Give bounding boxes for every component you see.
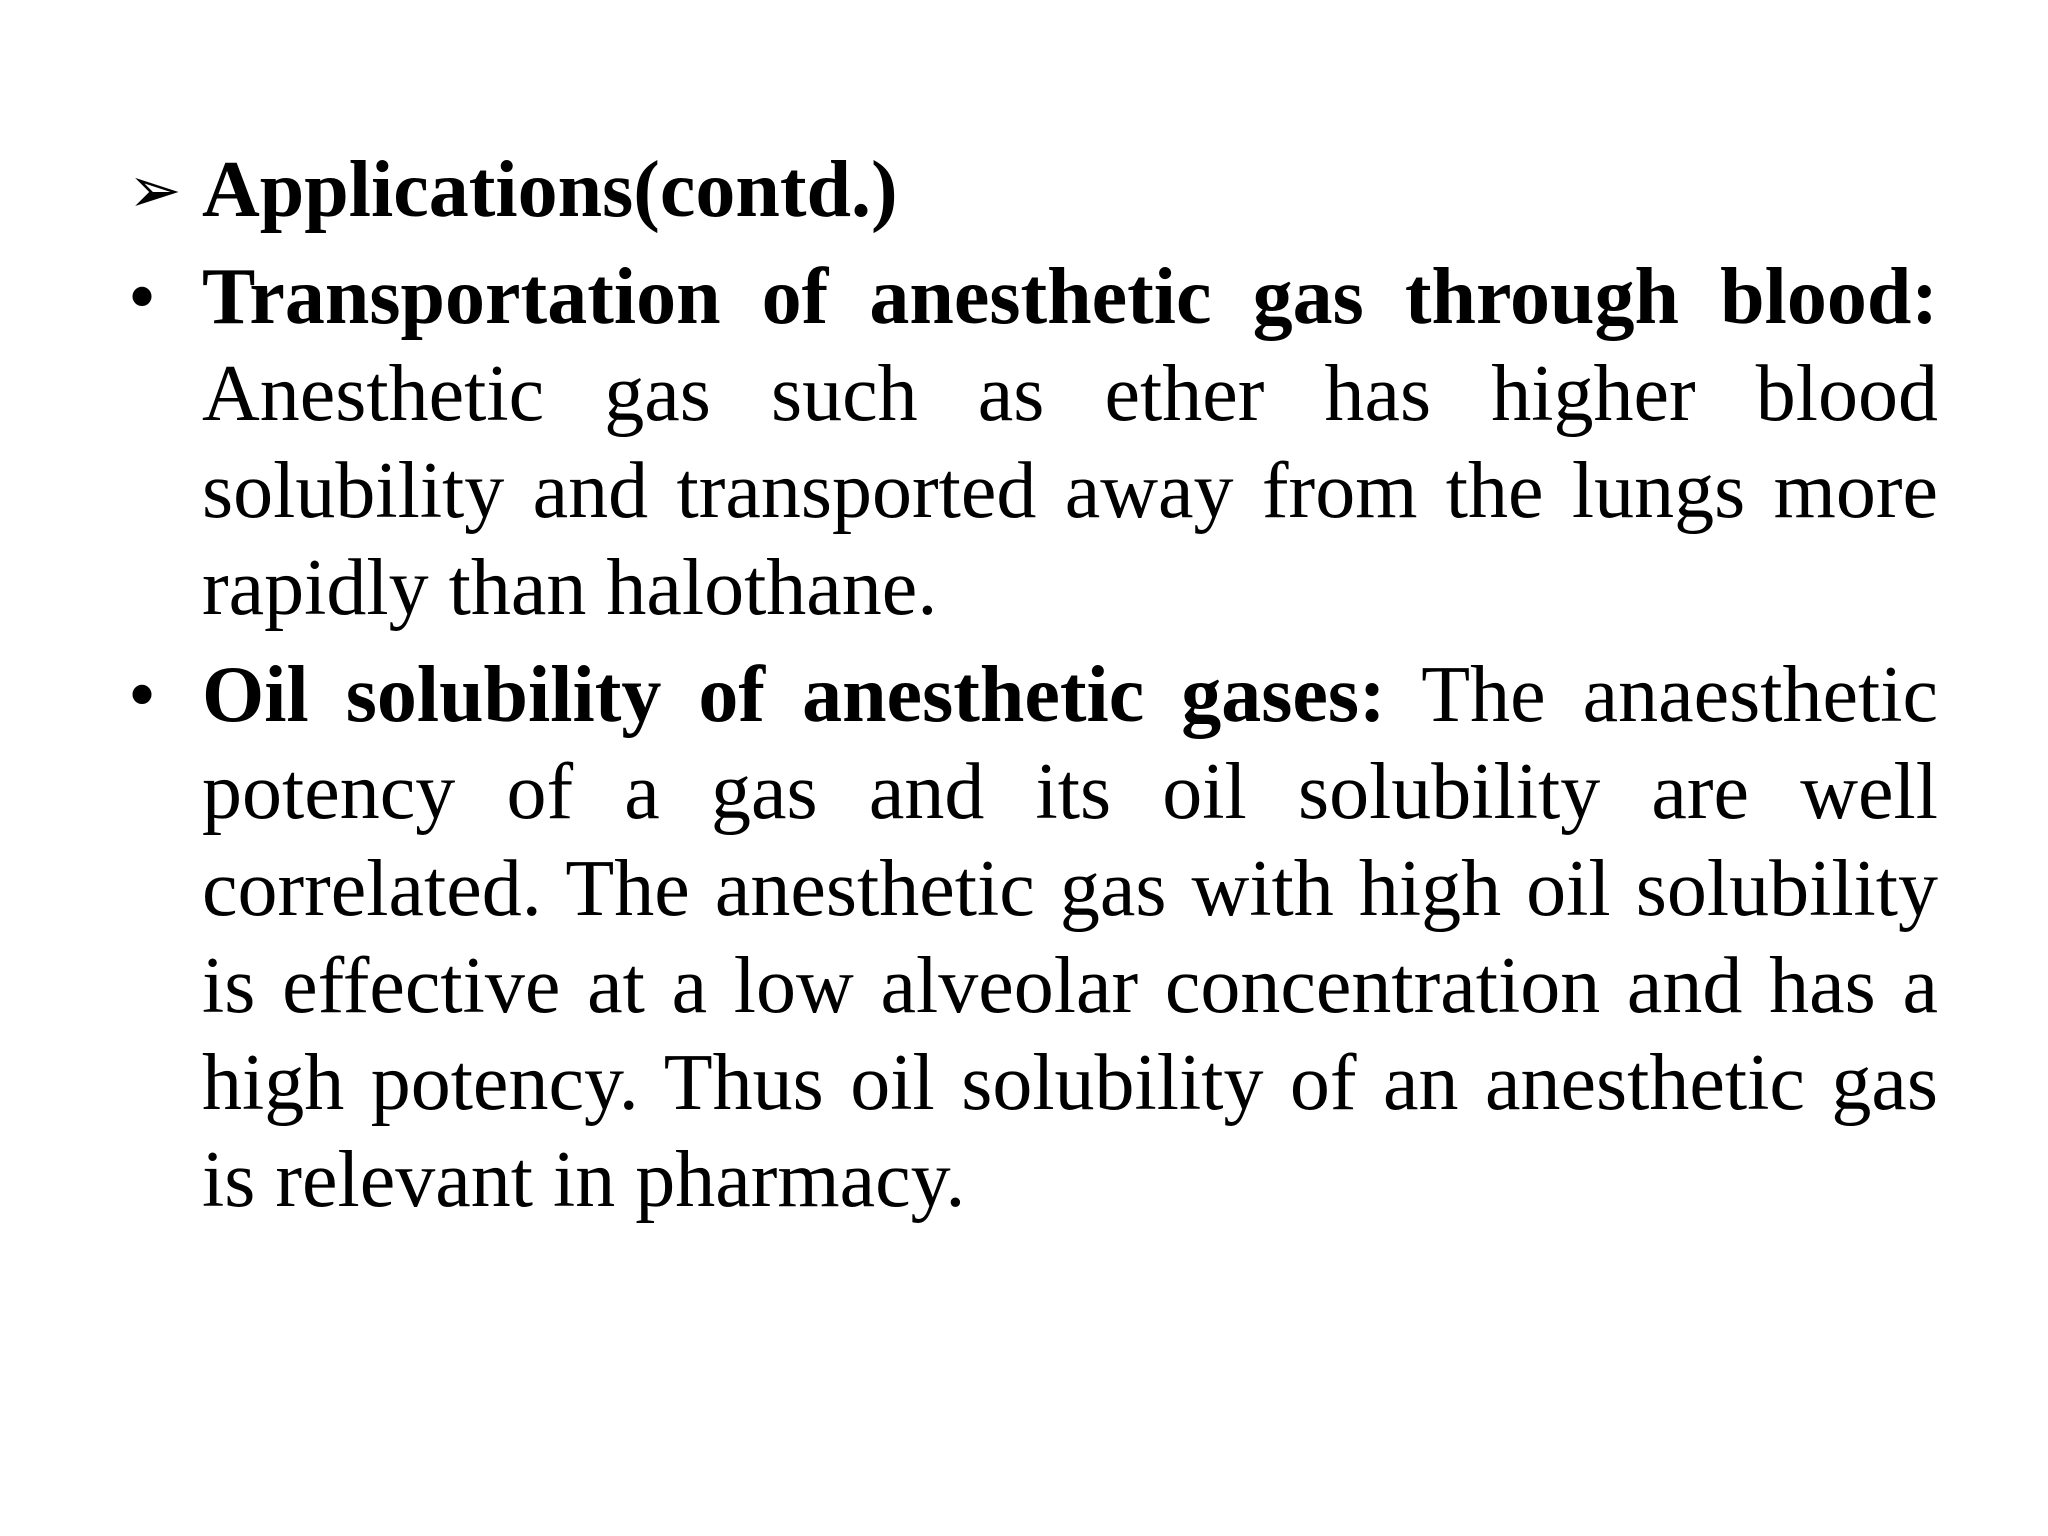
bullet-dot-icon: • [128, 651, 157, 739]
bullet-item-oil-solubility [128, 647, 1938, 1229]
bullet-dot-icon: • [128, 253, 157, 341]
bullet-description: Anesthetic gas such as ether has higher blood solubility and transported away from the lungs more rapidly than halothane. [202, 350, 1938, 632]
bullet-term: Oil solubility of anesthetic gases: [202, 651, 1386, 739]
bullet-item-text [202, 249, 1938, 637]
arrow-bullet-icon: ➢ [128, 154, 182, 228]
bullet-item-text [202, 647, 1938, 1229]
heading-text: Applications(contd.) [202, 146, 898, 234]
slide-content [128, 140, 1938, 1239]
slide-heading [128, 140, 1938, 245]
bullet-term: Transportation of anesthetic gas through blood: [202, 253, 1938, 341]
bullet-item-transportation [128, 249, 1938, 637]
bullet-description: The anaesthetic potency of a gas and its oil solubility are well correlated. The anesthetic gas with high oil solubility is effective at a low alveolar concentration and has a high potency. Thus oil solubility of an anesthetic gas is relevant in pharmacy. [202, 651, 1939, 1224]
